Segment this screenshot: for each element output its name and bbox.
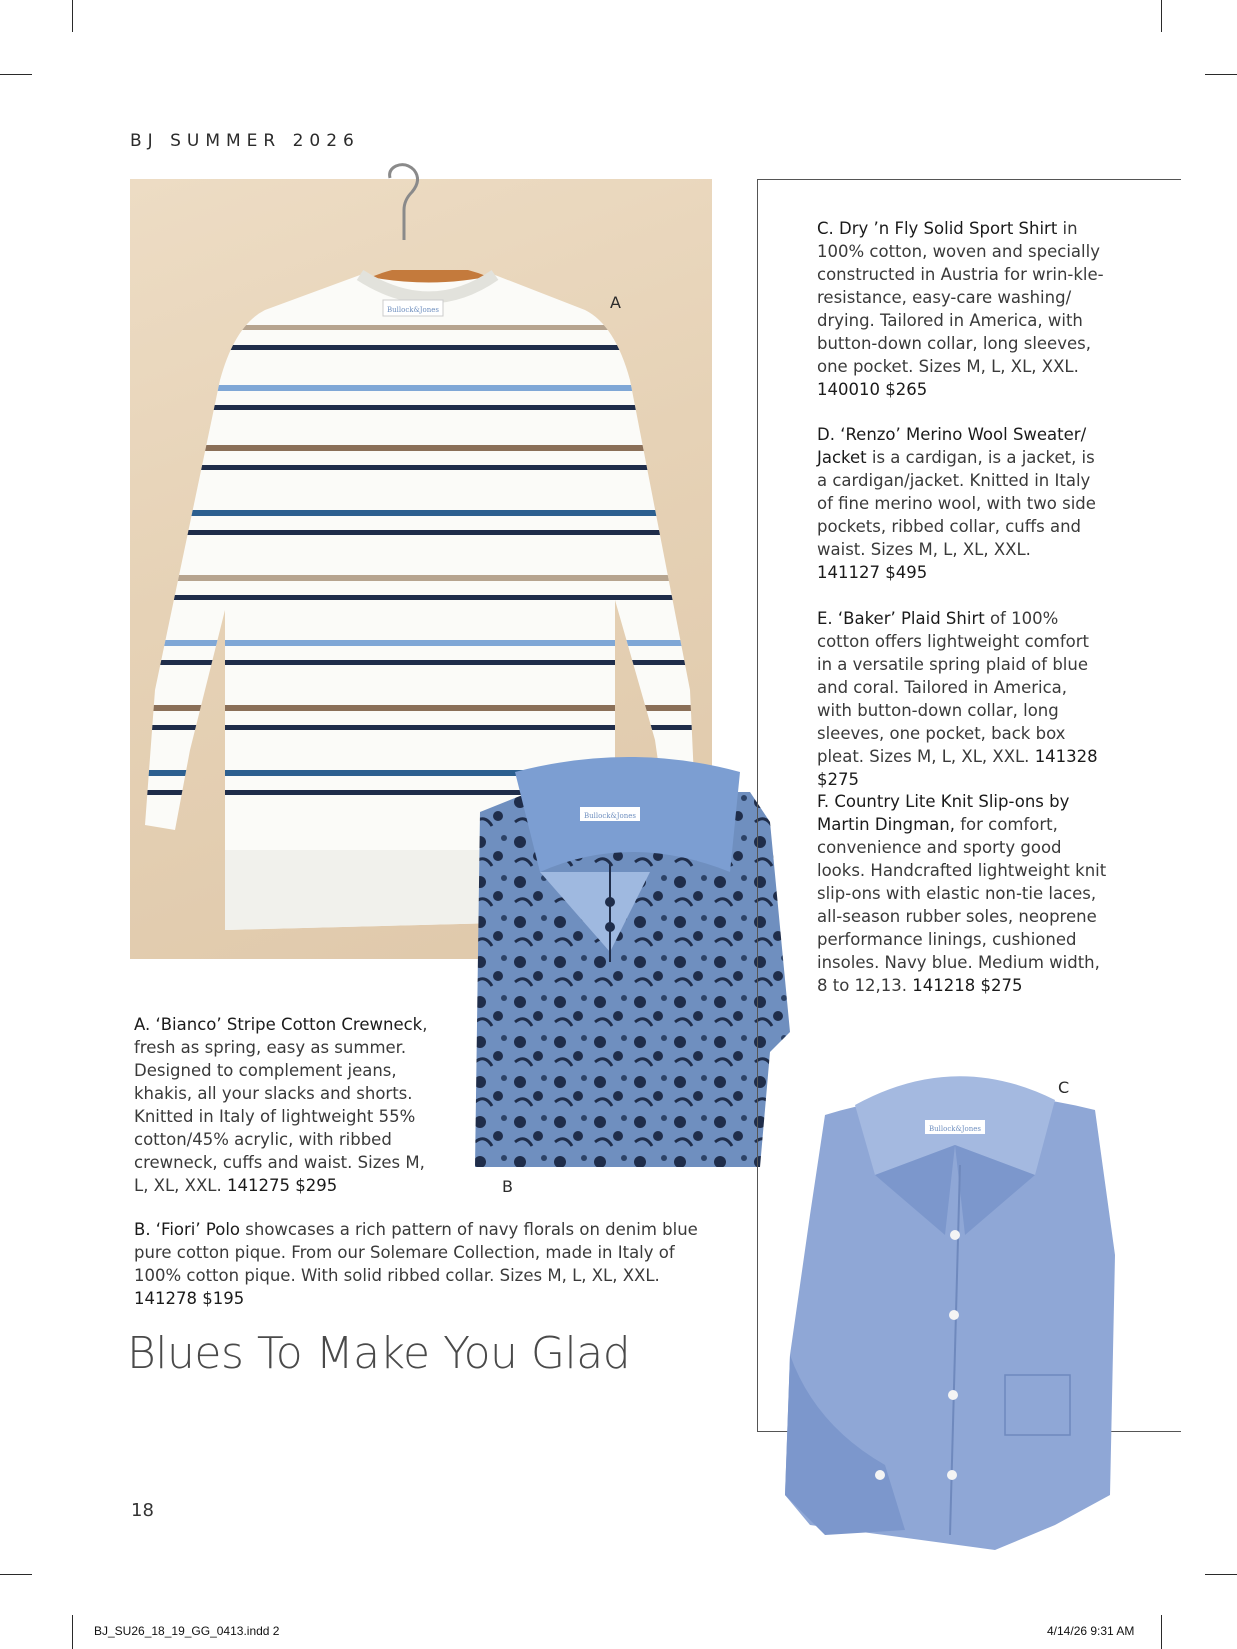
crop-mark [0, 1574, 32, 1575]
crop-mark [72, 1615, 73, 1649]
panel-top-border [757, 179, 1181, 180]
panel-left-border [757, 179, 758, 1432]
product-details: showcases a rich pattern of navy florals on denim blue pure cotton pique. From our Solemare Collection, made in Italy of 100% cotton pique. With solid ribbed collar. Sizes M, L, XL, XXL. [134, 1220, 698, 1285]
page-number: 18 [131, 1500, 154, 1521]
product-description-e [817, 607, 1107, 791]
crop-mark [1161, 0, 1162, 32]
product-label-b: B [502, 1177, 513, 1196]
product-price: 140010 $265 [817, 380, 928, 399]
product-name: D. ‘Renzo’ Merino Wool Sweater/ Jacket [817, 425, 1087, 467]
product-price: 141218 $275 [912, 976, 1023, 995]
product-name: B. ‘Fiori’ Polo [134, 1220, 241, 1239]
product-details: is a cardigan, is a jacket, is a cardigan/jacket. Knitted in Italy of fine merino wool, with two side pockets, ribbed collar, cuffs and waist. Sizes M, L, XL, XXL. [817, 448, 1096, 559]
crop-mark [72, 0, 73, 32]
crop-mark [1161, 1615, 1162, 1649]
brand-tag: Bullock&Jones [583, 812, 637, 820]
date-slug: 4/14/26 9:31 AM [1047, 1624, 1135, 1638]
product-price: 141275 $295 [226, 1176, 338, 1195]
product-name: F. Country Lite Knit Slip-ons by Martin Dingman, [817, 792, 1070, 834]
product-description-b [134, 1218, 724, 1310]
crop-mark [0, 74, 32, 75]
product-details: , fresh as spring, easy as summer. Designed to complement jeans, khakis, all your slacks and shorts. Knitted in Italy of lightweight 55% cotton/45% acrylic, with ribbed crewneck, cuffs and waist. Sizes M, L, XL, XXL. [134, 1015, 428, 1195]
product-price: 141328 $275 [817, 747, 1098, 789]
product-label-c: C [1058, 1078, 1070, 1097]
product-description-c [817, 217, 1107, 401]
product-description-d [817, 423, 1107, 584]
hanger-icon [370, 140, 430, 240]
floral-polo-image [470, 752, 795, 1172]
product-details: for comfort, convenience and sporty good looks. Handcrafted lightweight knit slip-ons with elastic non-tie laces, all-season rubber soles, neoprene performance linings, cushioned insoles. Navy blue. Medium width, 8 to 12,13. [817, 815, 1107, 995]
product-price: 141127 $495 [817, 563, 928, 582]
brand-tag: Bullock&Jones [386, 306, 440, 314]
product-price: 141278 $195 [134, 1289, 245, 1308]
product-name: A. ‘Bianco’ Stripe Cotton Crewneck [134, 1015, 423, 1034]
product-description-f [817, 790, 1107, 997]
product-label-a: A [610, 293, 621, 312]
product-details: of 100% cotton offers lightweight comfort in a versatile spring plaid of blue and coral. Tailored in America, with button-down collar, long sleeves, one pocket, back box pleat. Sizes M, L, XL, XXL. [817, 609, 1089, 766]
product-name: E. ‘Baker’ Plaid Shirt [817, 609, 985, 628]
product-name: C. Dry ’n Fly Solid Sport Shirt [817, 219, 1058, 238]
crop-mark [1205, 74, 1237, 75]
dress-shirt-image [785, 1055, 1120, 1555]
catalog-header: BJ SUMMER 2026 [130, 131, 360, 151]
crop-mark [1205, 1574, 1237, 1575]
product-details: in 100% cotton, woven and specially constructed in Austria for wrin-kle-resistance, easy-care washing/ drying. Tailored in America, with button-down collar, long sleeves, one pocket. Sizes M, L, XL, XXL. [817, 219, 1104, 376]
product-description-a [134, 1013, 434, 1197]
file-slug: BJ_SU26_18_19_GG_0413.indd 2 [94, 1624, 280, 1638]
page-title: Blues To Make You Glad [127, 1328, 631, 1379]
brand-tag: Bullock&Jones [928, 1125, 982, 1133]
